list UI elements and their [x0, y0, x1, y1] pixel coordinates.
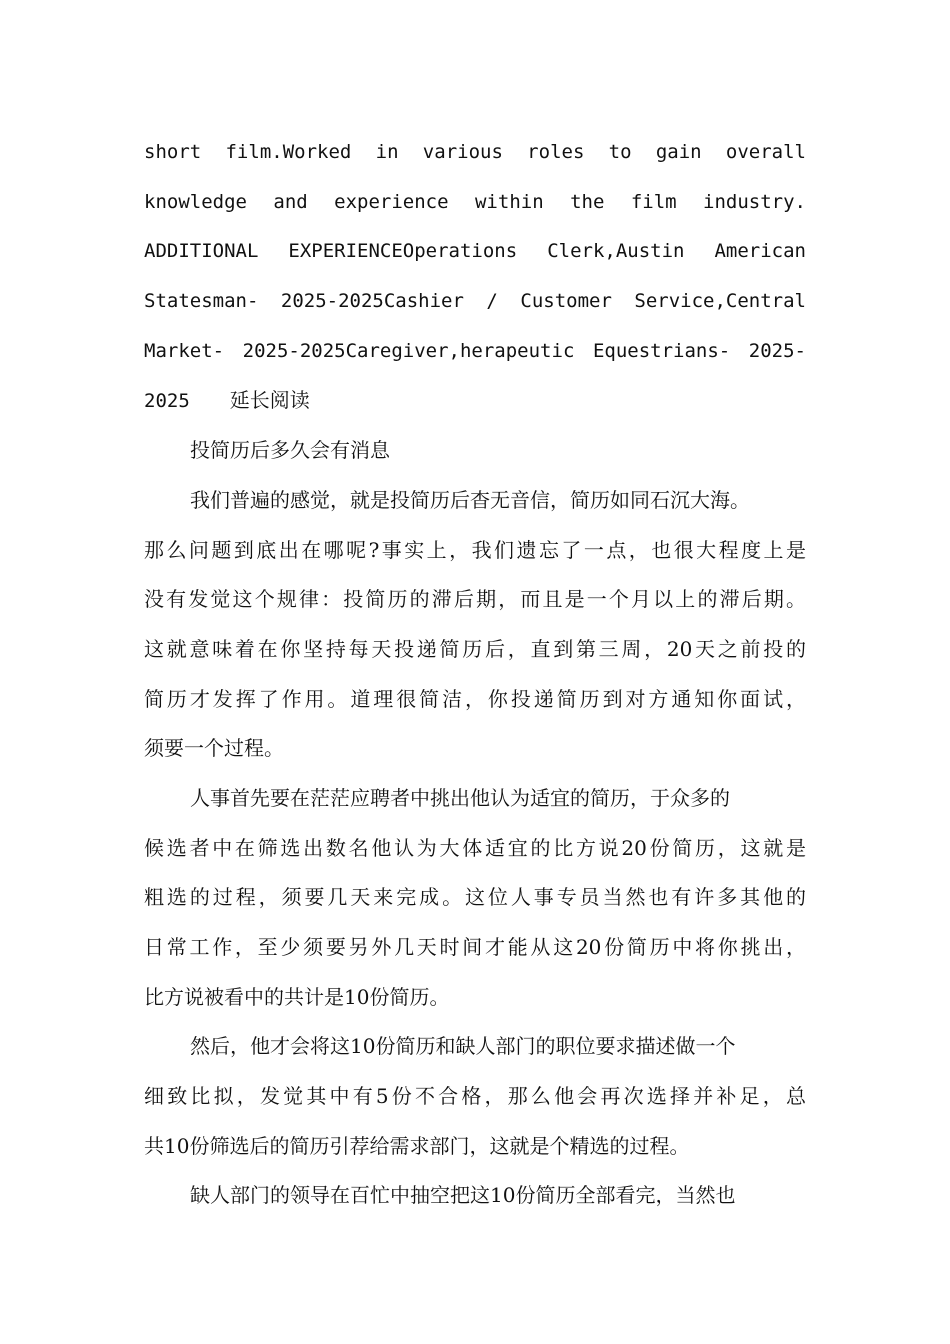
text-line: short film.Worked in various roles to gain overall: [144, 141, 806, 163]
text-line: [144, 376, 806, 426]
text-line: knowledge and experience within the film industry.: [144, 190, 806, 213]
text-line: 共10份筛选后的简历引荐给需求部门，这就是个精选的过程。: [144, 1133, 690, 1158]
text-line: 候选者中在筛选出数名他认为大体适宜的比方说20份简历，这就是: [144, 835, 806, 860]
text-line: 简历才发挥了作用。道理很简洁，你投递简历到对方通知你面试，: [144, 686, 806, 711]
text-line: ADDITIONAL EXPERIENCEOperations Clerk,Austin American: [144, 240, 806, 263]
year-text: 2025: [144, 390, 190, 413]
paragraph: [144, 774, 806, 1022]
text-line: 比方说被看中的共计是10份简历。: [144, 984, 450, 1009]
text-line: 那么问题到底出在哪呢?事实上，我们遗忘了一点，也很大程度上是: [144, 537, 806, 562]
text-line: 日常工作，至少须要另外几天时间才能从这20份简历中将你挑出，: [144, 935, 806, 959]
text-line: 须要一个过程。: [144, 736, 284, 761]
text-line: 缺人部门的领导在百忙中抽空把这10份简历全部看完，当然也: [190, 1183, 736, 1208]
paragraph: [144, 476, 806, 774]
text-line: 粗选的过程，须要几天来完成。这位人事专员当然也有许多其他的: [144, 885, 806, 910]
text-line: 然后，他才会将这10份简历和缺人部门的职位要求描述做一个: [190, 1034, 736, 1059]
text-line: 我们普遍的感觉，就是投简历后杳无音信，简历如同石沉大海。: [190, 487, 750, 512]
text-line: 没有发觉这个规律：投简历的滞后期，而且是一个月以上的滞后期。: [144, 587, 806, 612]
read-more-link[interactable]: 延长阅读: [229, 388, 310, 413]
paragraph: [144, 1171, 806, 1221]
text-line: 人事首先要在茫茫应聘者中挑出他认为适宜的简历，于众多的: [190, 785, 730, 810]
text-line: 细致比拟，发觉其中有5份不合格，那么他会再次选择并补足，总: [144, 1084, 806, 1109]
text-line: 这就意味着在你坚持每天投递简历后，直到第三周，20天之前投的: [144, 636, 806, 661]
text-line: Statesman- 2025-2025Cashier / Customer Service,Central: [144, 290, 806, 313]
text-line: Market- 2025-2025Caregiver,herapeutic Equestrians- 2025-: [144, 339, 806, 362]
document-page: [144, 128, 806, 1221]
paragraph: [144, 1022, 806, 1171]
section-heading: 投简历后多久会有消息: [190, 438, 390, 463]
english-resume-block: [144, 128, 806, 426]
